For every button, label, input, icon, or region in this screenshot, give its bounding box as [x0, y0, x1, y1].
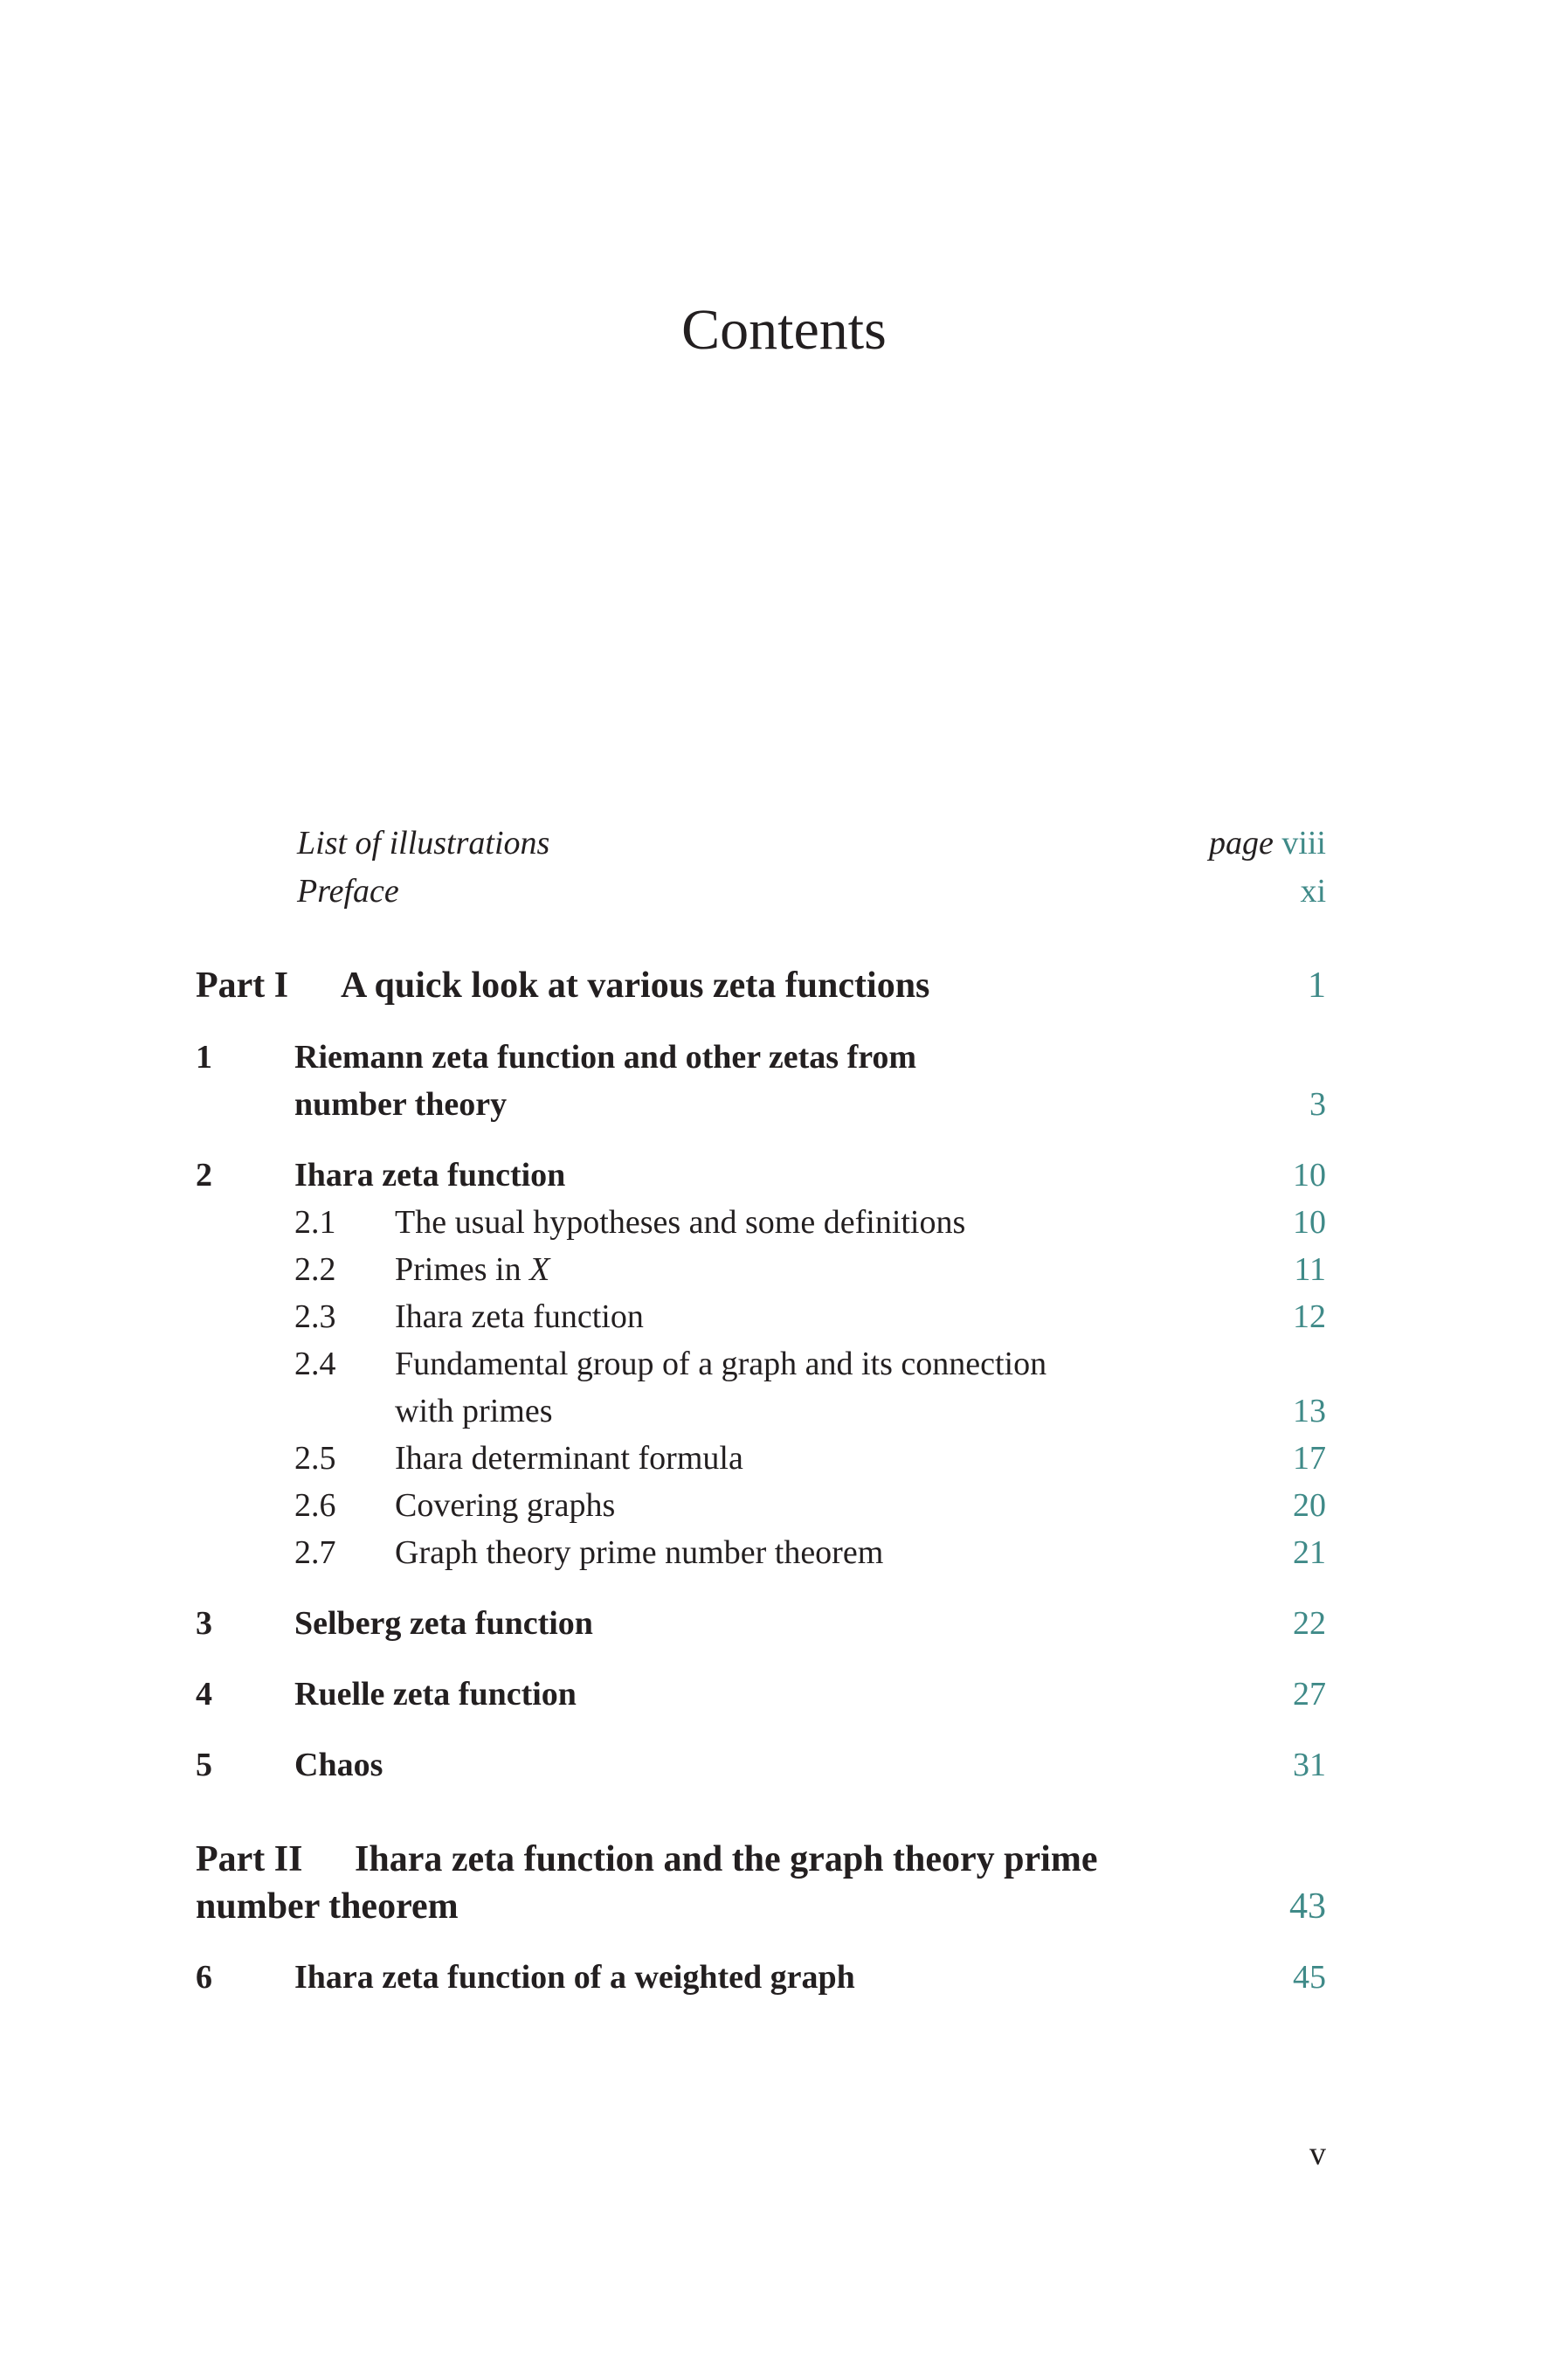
section-title — [395, 1243, 549, 1296]
section-number: 2.1 — [294, 1204, 336, 1241]
toc-chapter-4[interactable] — [196, 1668, 1326, 1720]
page-prefix: page — [1208, 825, 1274, 862]
toc-page-number — [1209, 817, 1326, 869]
toc-chapter-1[interactable] — [196, 1031, 1326, 1083]
chapter-title-continued: number theory — [294, 1086, 508, 1123]
toc-page-number: 17 — [1293, 1440, 1326, 1477]
chapter-title: Selberg zeta function — [294, 1605, 593, 1642]
section-title: Graph theory prime number theorem — [395, 1534, 884, 1571]
toc-entry-title: Preface — [297, 873, 399, 910]
toc-chapter-5[interactable] — [196, 1739, 1326, 1791]
toc-part-2-continued[interactable] — [196, 1880, 1326, 1933]
toc-section-2-6[interactable] — [196, 1479, 1326, 1532]
page-title: Contents — [681, 298, 887, 362]
section-title: Covering graphs — [395, 1487, 616, 1524]
section-number: 2.5 — [294, 1440, 336, 1477]
toc-part-1[interactable] — [196, 959, 1326, 1012]
chapter-title: Ihara zeta function of a weighted graph — [294, 1959, 855, 1996]
chapter-number: 3 — [196, 1605, 212, 1642]
toc-section-2-3[interactable] — [196, 1291, 1326, 1343]
section-title: Fundamental group of a graph and its connection — [395, 1346, 1047, 1382]
chapter-number: 2 — [196, 1157, 212, 1194]
chapter-number: 6 — [196, 1959, 212, 1996]
toc-chapter-1-continued[interactable] — [196, 1078, 1326, 1131]
toc-section-2-7[interactable] — [196, 1526, 1326, 1579]
toc-page-number: 1 — [1308, 965, 1326, 1006]
chapter-title: Ihara zeta function — [294, 1157, 566, 1194]
toc-page-number: 20 — [1293, 1487, 1326, 1524]
section-number: 2.2 — [294, 1251, 336, 1288]
chapter-title: Chaos — [294, 1747, 383, 1783]
part-label: Part II — [196, 1839, 303, 1879]
section-title: Ihara determinant formula — [395, 1440, 743, 1477]
toc-chapter-3[interactable] — [196, 1597, 1326, 1650]
toc-section-2-5[interactable] — [196, 1432, 1326, 1484]
toc-page-number: 21 — [1293, 1534, 1326, 1571]
toc-page-number: 13 — [1293, 1393, 1326, 1429]
math-variable: X — [529, 1251, 550, 1288]
section-number: 2.7 — [294, 1534, 336, 1571]
toc-section-2-4-continued[interactable] — [196, 1385, 1326, 1437]
toc-chapter-2[interactable] — [196, 1149, 1326, 1201]
chapter-title: Riemann zeta function and other zetas from — [294, 1039, 917, 1076]
toc-section-2-2[interactable] — [196, 1243, 1326, 1296]
toc-page-number: 10 — [1293, 1204, 1326, 1241]
section-title: The usual hypotheses and some definitions — [395, 1204, 966, 1241]
toc-part-2[interactable] — [196, 1833, 1326, 1886]
toc-page-number: 45 — [1293, 1959, 1326, 1996]
toc-page-number: xi — [1300, 873, 1326, 910]
section-title-text: Primes in — [395, 1251, 522, 1288]
section-title: Ihara zeta function — [395, 1298, 644, 1335]
toc-page-number: 11 — [1294, 1251, 1326, 1288]
toc-page-number: 12 — [1293, 1298, 1326, 1335]
part-title-continued: number theorem — [196, 1886, 459, 1927]
toc-page-number: 10 — [1293, 1157, 1326, 1194]
toc-page-number: 22 — [1293, 1605, 1326, 1642]
section-number: 2.3 — [294, 1298, 336, 1335]
toc-page-value: viii — [1281, 825, 1326, 862]
toc-page-number: 43 — [1289, 1886, 1326, 1927]
toc-entry-list-of-illustrations[interactable] — [196, 817, 1326, 869]
part-label: Part I — [196, 965, 289, 1006]
part-title: A quick look at various zeta functions — [341, 965, 930, 1006]
section-number: 2.6 — [294, 1487, 336, 1524]
toc-entry-title: List of illustrations — [297, 825, 550, 862]
toc-section-2-1[interactable] — [196, 1196, 1326, 1249]
section-title-continued: with primes — [395, 1393, 553, 1429]
toc-page-number: 3 — [1309, 1086, 1326, 1123]
chapter-number: 5 — [196, 1747, 212, 1783]
part-title: Ihara zeta function and the graph theory prime — [355, 1839, 1098, 1879]
page-folio: v — [1309, 2135, 1326, 2172]
toc-page-number: 27 — [1293, 1676, 1326, 1713]
toc-section-2-4[interactable] — [196, 1338, 1326, 1390]
toc-page-number: 31 — [1293, 1747, 1326, 1783]
chapter-number: 4 — [196, 1676, 212, 1713]
chapter-title: Ruelle zeta function — [294, 1676, 577, 1713]
toc-chapter-6[interactable] — [196, 1951, 1326, 2004]
section-number: 2.4 — [294, 1346, 336, 1382]
toc-entry-preface[interactable] — [196, 865, 1326, 917]
chapter-number: 1 — [196, 1039, 212, 1076]
